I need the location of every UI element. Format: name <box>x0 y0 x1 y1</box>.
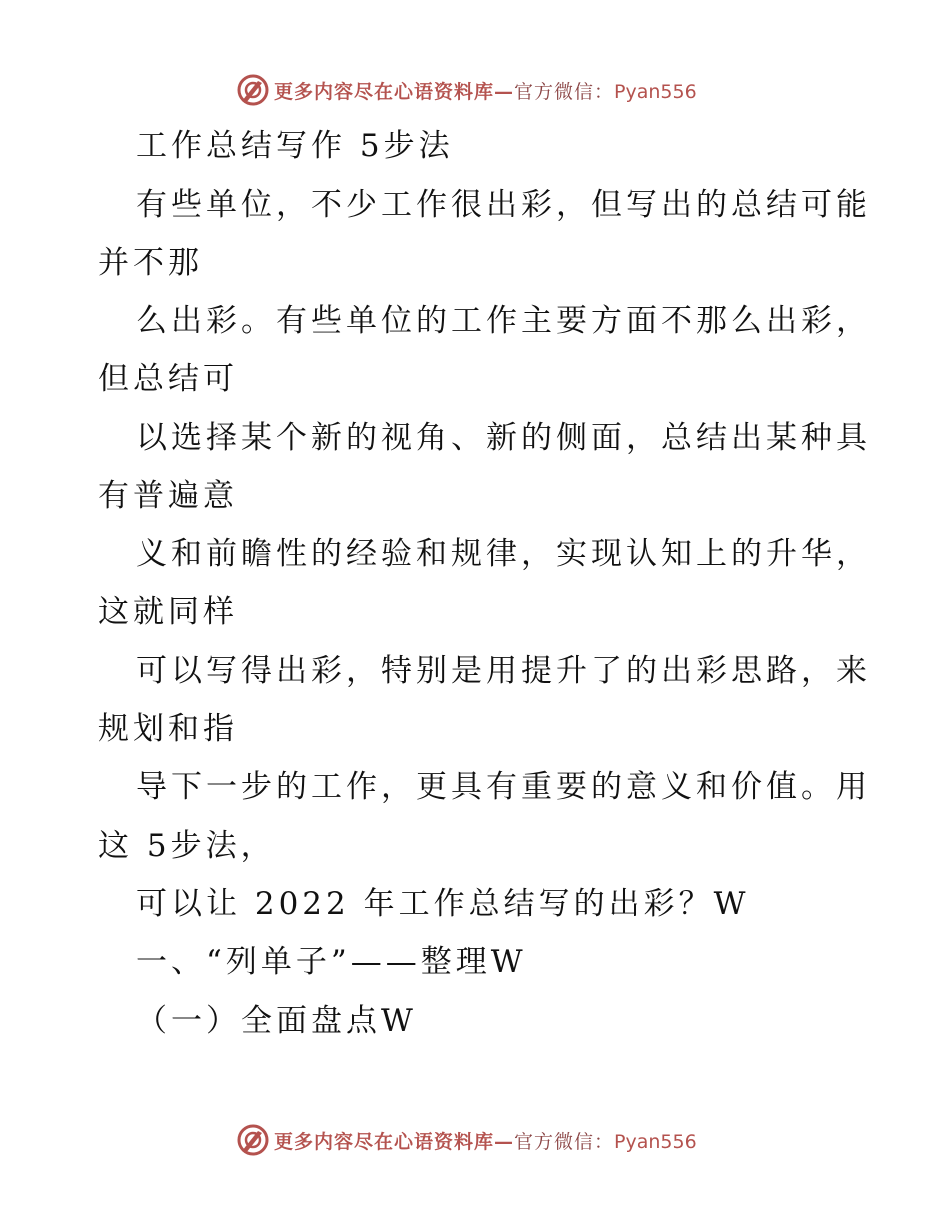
paragraph-line: 有些单位，不少工作很出彩，但写出的总结可能 <box>136 187 871 223</box>
paragraph-line: 但总结可 <box>98 361 238 397</box>
banner-dash: — <box>494 80 515 103</box>
banner-sub-text: 官方微信： <box>514 80 615 103</box>
paragraph-line: 以选择某个新的视角、新的侧面，总结出某种具 <box>136 420 871 456</box>
paragraph-line: 这 5步法， <box>98 828 276 864</box>
paragraph-line: 这就同样 <box>98 594 238 630</box>
paragraph-line: 有普遍意 <box>98 478 238 514</box>
banner-id: Pyan556 <box>614 80 697 103</box>
banner-main-text: 更多内容尽在心语资料库 <box>274 80 495 103</box>
paragraph-line: 么出彩。有些单位的工作主要方面不那么出彩， <box>136 303 871 339</box>
paragraph-line: 义和前瞻性的经验和规律，实现认知上的升华， <box>136 536 871 572</box>
paragraph-line: 可以写得出彩，特别是用提升了的出彩思路，来 <box>136 653 871 689</box>
subsection-heading: （一）全面盘点W <box>136 1003 417 1039</box>
paragraph-line: 导下一步的工作，更具有重要的意义和价值。用 <box>136 769 871 805</box>
logo-icon <box>236 1123 270 1157</box>
banner-main-text: 更多内容尽在心语资料库 <box>274 1130 495 1153</box>
banner-sub-text: 官方微信： <box>514 1130 615 1153</box>
footer-watermark <box>236 1122 697 1158</box>
document-title: 工作总结写作 5步法 <box>136 128 454 164</box>
section-heading: 一、“列单子”——整理W <box>136 944 527 980</box>
paragraph-line: 可以让 2022 年工作总结写的出彩？W <box>136 886 750 922</box>
banner-id: Pyan556 <box>614 1130 697 1153</box>
banner-dash: — <box>494 1130 515 1153</box>
paragraph-line: 规划和指 <box>98 711 238 747</box>
paragraph-line: 并不那 <box>98 245 203 281</box>
